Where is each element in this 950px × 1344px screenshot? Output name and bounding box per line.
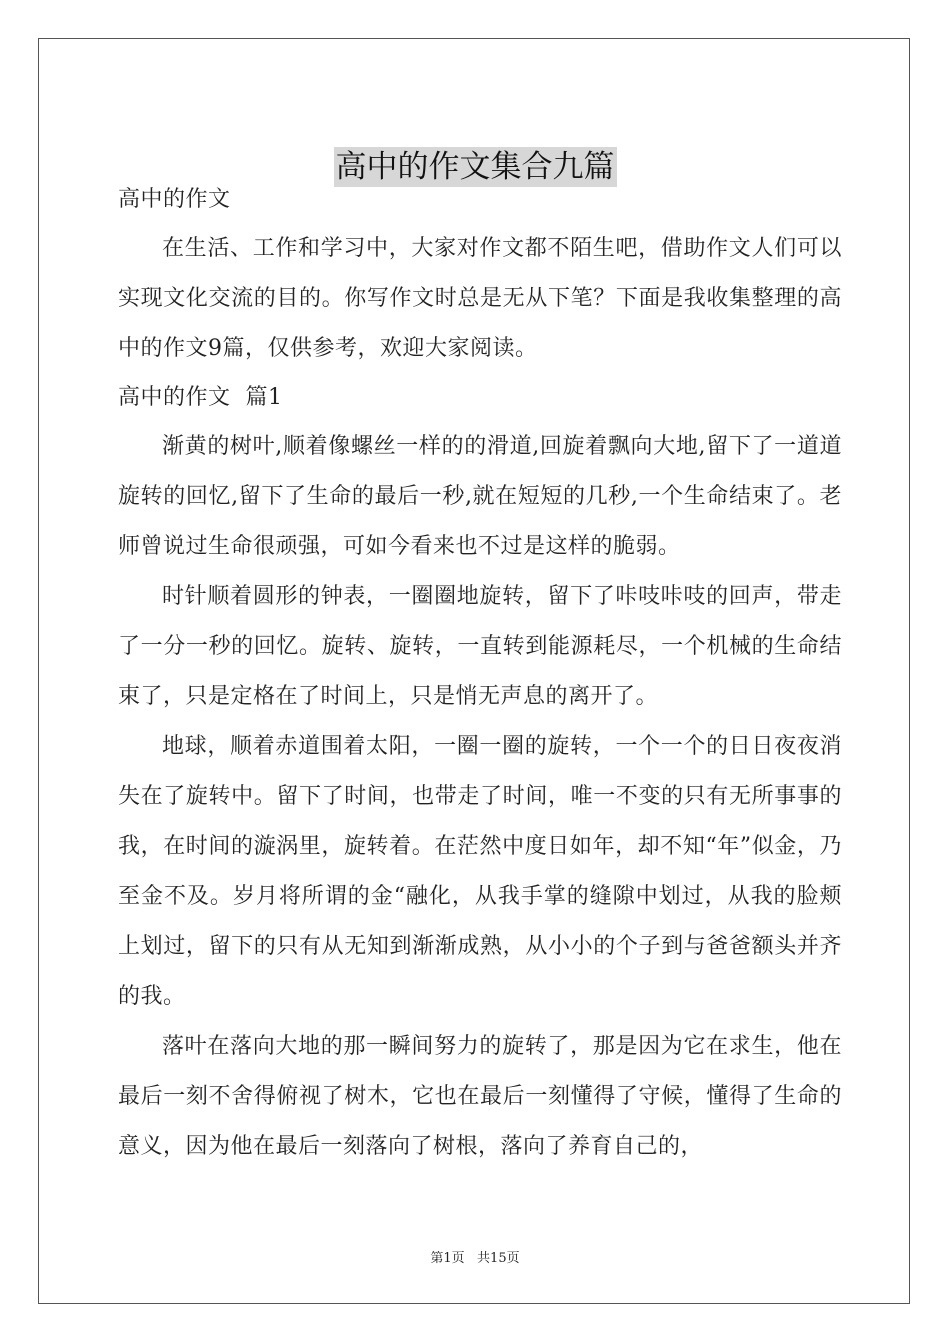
paragraph-1: 渐黄的树叶,顺着像螺丝一样的的滑道,回旋着飘向大地,留下了一道道旋转的回忆,留下了生命的最后一秒,就在短短的几秒,一个生命结束了。老师曾说过生命很顽强，可如今看来也不过是这样的脆弱。 xyxy=(118,434,842,559)
paragraph-4: 落叶在落向大地的那一瞬间努力的旋转了，那是因为它在求生，他在最后一刻不舍得俯视了树木，它也在最后一刻懂得了守候，懂得了生命的意义，因为他在最后一刻落向了树根，落向了养育自己的， xyxy=(118,1034,842,1159)
intro-paragraph: 在生活、工作和学习中，大家对作文都不陌生吧，借助作文人们可以实现文化交流的目的。你写作文时总是无从下笔？下面是我收集整理的高中的作文9篇，仅供参考，欢迎大家阅读。 xyxy=(118,236,842,361)
paragraph-3: 地球，顺着赤道围着太阳，一圈一圈的旋转，一个一个的日日夜夜消失在了旋转中。留下了时间，也带走了时间，唯一不变的只有无所事事的我，在时间的漩涡里，旋转着。在茫然中度日如年，却不知“年”似金，乃至金不及。岁月将所谓的金“融化，从我手掌的缝隙中划过，从我的脸颊上划过，留下的只有从无知到渐渐成熟，从小小的个子到与爸爸额头并齐的我。 xyxy=(118,734,842,1009)
document-body xyxy=(118,176,842,1172)
section-heading: 高中的作文 xyxy=(118,187,231,212)
page-footer: 第1页 共15页 xyxy=(430,1251,520,1266)
document-title: 高中的作文集合九篇 xyxy=(335,148,615,185)
paragraph-2: 时针顺着圆形的钟表，一圈圈地旋转，留下了咔吱咔吱的回声，带走了一分一秒的回忆。旋转、旋转，一直转到能源耗尽，一个机械的生命结束了，只是定格在了时间上，只是悄无声息的离开了。 xyxy=(118,584,842,709)
essay-heading: 高中的作文 篇1 xyxy=(118,385,283,410)
